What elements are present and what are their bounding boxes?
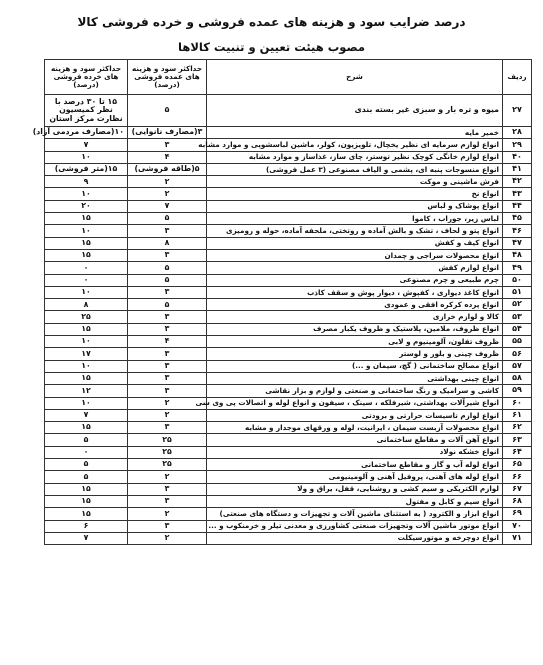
table-row — [45, 200, 532, 212]
row-number: ۷۱ — [503, 532, 532, 544]
row-description: انواع چینی بهداشتی — [207, 372, 503, 384]
row-retail: ۱۰ — [45, 286, 128, 298]
row-wholesale: ۲ — [128, 176, 207, 188]
table-row — [45, 213, 532, 225]
row-description: انواع لوازم خانگی کوچک نظیر توستر، چای ساز، غذاساز و موارد مشابه — [207, 151, 503, 163]
table-row — [45, 188, 532, 200]
table-row — [45, 311, 532, 323]
row-retail: ۲۵ — [45, 311, 128, 323]
row-description: انواع لوازم تاسیسات حرارتی و برودتی — [207, 409, 503, 421]
table-row — [45, 323, 532, 335]
profit-margin-table — [32, 59, 532, 545]
row-wholesale: ۲۵ — [128, 446, 207, 458]
table-row — [45, 520, 532, 532]
row-description: ظروف تفلون، آلومینیوم و لابی — [207, 336, 503, 348]
table-row — [45, 372, 532, 384]
row-wholesale: ۳ — [128, 323, 207, 335]
row-retail: ۵ — [45, 459, 128, 471]
table-row — [45, 495, 532, 507]
row-wholesale: ۳ — [128, 520, 207, 532]
row-retail: ۷ — [45, 139, 128, 151]
row-wholesale: ۵ — [128, 299, 207, 311]
row-number: ۵۶ — [503, 348, 532, 360]
row-number: ۲۷ — [503, 95, 532, 127]
table-row — [45, 274, 532, 286]
row-wholesale: ۵ — [128, 274, 207, 286]
row-description: انواع نخ — [207, 188, 503, 200]
table-row — [45, 163, 532, 175]
table-row — [45, 471, 532, 483]
row-wholesale: ۵(طاقه فروشی) — [128, 163, 207, 175]
row-wholesale: ۲ — [128, 508, 207, 520]
row-retail: ۱۵ — [45, 323, 128, 335]
row-description: انواع لوازم سرمایه ای نظیر یخچال، تلویزیون، کولر، ماشین لباسشویی و موارد مشابه — [207, 139, 503, 151]
table-row — [45, 176, 532, 188]
table-row — [45, 483, 532, 495]
row-number: ۴۰ — [503, 151, 532, 163]
row-number: ۶۹ — [503, 508, 532, 520]
row-wholesale: ۳ — [128, 422, 207, 434]
page-title: درصد ضرایب سود و هزینه های عمده فروشی و خرده فروشی کالا — [77, 15, 466, 29]
row-retail: ۱۵ تا ۳۰ درصد با نظر کمیسیون نظارت مرکز استان — [45, 95, 128, 127]
table-row — [45, 348, 532, 360]
row-retail: ۱۵ — [45, 372, 128, 384]
header-description: شرح — [207, 60, 503, 95]
row-description: انواع کاغذ دیواری ، کفپوش ، دیوار پوش و سقف کاذب — [207, 286, 503, 298]
row-retail: ۱۰ — [45, 397, 128, 409]
row-number: ۴۱ — [503, 163, 532, 175]
row-number: ۵۰ — [503, 274, 532, 286]
table-row — [45, 422, 532, 434]
table-row — [45, 225, 532, 237]
row-description: انواع محصولات آزبست سیمان ، ایرانیت، لوله و ورقهای موجدار و مشابه — [207, 422, 503, 434]
row-description: انواع لوله های آهنی، پروفیل آهنی و آلومینیومی — [207, 471, 503, 483]
row-wholesale: ۳ — [128, 360, 207, 372]
row-number: ۶۵ — [503, 459, 532, 471]
row-number: ۴۸ — [503, 249, 532, 261]
row-wholesale: ۲۵ — [128, 459, 207, 471]
row-retail: ۱۰ — [45, 188, 128, 200]
row-description: فرش ماشینی و موکت — [207, 176, 503, 188]
row-retail: ۱۵ — [45, 483, 128, 495]
row-retail: ۱۵ — [45, 422, 128, 434]
row-number: ۵۲ — [503, 299, 532, 311]
row-retail: ۱۰ — [45, 360, 128, 372]
row-retail: ۱۵ — [45, 508, 128, 520]
row-description: کاشی و سرامیک و رنگ ساختمانی و صنعتی و لوازم و بزار نقاشی — [207, 385, 503, 397]
row-wholesale: ۳ — [128, 249, 207, 261]
row-wholesale: ۳ — [128, 385, 207, 397]
row-number: ۵۸ — [503, 372, 532, 384]
row-number: ۶۴ — [503, 446, 532, 458]
table-row — [45, 508, 532, 520]
row-retail: ۰ — [45, 262, 128, 274]
page-subtitle: مصوب هیئت تعیین و تنبیت کالاها — [178, 40, 365, 54]
table-row — [45, 95, 532, 127]
row-wholesale: ۳(مصارف نانوایی) — [128, 127, 207, 139]
row-retail: ۱۵ — [45, 495, 128, 507]
row-wholesale: ۳ — [128, 483, 207, 495]
row-retail: ۸ — [45, 299, 128, 311]
row-retail: ۹ — [45, 176, 128, 188]
table-body — [32, 95, 532, 545]
row-description: انواع پوشاک و لباس — [207, 200, 503, 212]
row-number: ۶۸ — [503, 495, 532, 507]
row-wholesale: ۲ — [128, 471, 207, 483]
table-row — [45, 397, 532, 409]
row-retail: ۵ — [45, 434, 128, 446]
row-wholesale: ۲۵ — [128, 434, 207, 446]
row-wholesale: ۲ — [128, 188, 207, 200]
row-wholesale: ۴ — [128, 336, 207, 348]
row-number: ۴۵ — [503, 213, 532, 225]
row-wholesale: ۲ — [128, 397, 207, 409]
row-retail: ۰ — [45, 274, 128, 286]
row-description: انواع موتور ماشین آلات وتجهیزات صنعتی کشاورزی و معدنی تیلر و خرمنکوب و ... — [207, 520, 503, 532]
row-description: انواع آهن آلات و مقاطع ساختمانی — [207, 434, 503, 446]
row-wholesale: ۷ — [128, 200, 207, 212]
row-wholesale: ۳ — [128, 225, 207, 237]
row-wholesale: ۳ — [128, 311, 207, 323]
row-wholesale: ۸ — [128, 237, 207, 249]
table-row — [45, 286, 532, 298]
header-row-number: ردیف — [503, 60, 532, 95]
row-wholesale: ۵ — [128, 213, 207, 225]
row-number: ۵۹ — [503, 385, 532, 397]
row-number: ۵۷ — [503, 360, 532, 372]
table-row — [45, 151, 532, 163]
row-number: ۶۲ — [503, 422, 532, 434]
row-description: انواع ظروف، ملامین، پلاستیک و ظروف یکبار مصرف — [207, 323, 503, 335]
row-retail: ۷ — [45, 532, 128, 544]
table-row — [45, 385, 532, 397]
row-retail: ۲۰ — [45, 200, 128, 212]
row-description: انواع سیم و کابل و مفتول — [207, 495, 503, 507]
table-row — [45, 262, 532, 274]
row-number: ۶۶ — [503, 471, 532, 483]
row-number: ۵۱ — [503, 286, 532, 298]
row-number: ۵۵ — [503, 336, 532, 348]
row-number: ۶۳ — [503, 434, 532, 446]
row-retail: ۶ — [45, 520, 128, 532]
row-retail: ۵ — [45, 471, 128, 483]
row-retail: ۱۷ — [45, 348, 128, 360]
row-number: ۲۸ — [503, 127, 532, 139]
row-description: میوه و تره بار و سبزی غیر بسته بندی — [207, 95, 503, 127]
row-number: ۴۶ — [503, 225, 532, 237]
row-retail: ۱۰ — [45, 336, 128, 348]
row-number: ۶۷ — [503, 483, 532, 495]
row-wholesale: ۵ — [128, 262, 207, 274]
row-retail: ۱۵(متر فروشی) — [45, 163, 128, 175]
table-row — [45, 434, 532, 446]
row-retail: ۱۵ — [45, 213, 128, 225]
row-retail: ۰ — [45, 446, 128, 458]
row-description: چرم طبیعی و چرم مصنوعی — [207, 274, 503, 286]
table-row — [45, 360, 532, 372]
table-row — [45, 299, 532, 311]
table-header-row — [45, 60, 532, 95]
row-description: انواع مصالح ساختمانی ( گچ، سیمان و ...) — [207, 360, 503, 372]
row-number: ۷۰ — [503, 520, 532, 532]
row-number: ۶۱ — [503, 409, 532, 421]
row-retail: ۱۰ — [45, 151, 128, 163]
row-description: انواع خشکه نولاد — [207, 446, 503, 458]
row-description: ظروف چینی و بلور و لوستر — [207, 348, 503, 360]
row-description: انواع پتو و لحاف ، تشک و بالش آماده و روتختی، ملحفه آماده، حوله و روميزی — [207, 225, 503, 237]
row-number: ۵۳ — [503, 311, 532, 323]
row-description: انواع پرده کرکره افقی و عمودی — [207, 299, 503, 311]
row-description: لوازم الکتریکی و سیم کشی و روشنایی، قفل، یراق و ولا — [207, 483, 503, 495]
header-wholesale: حداکثر سود و هزینه های عمده فروشی (درصد) — [128, 60, 207, 95]
row-retail: ۱۰(مصارف مردمی آزاد) — [45, 127, 128, 139]
row-retail: ۱۰ — [45, 225, 128, 237]
row-description: انواع منسوجات پنبه ای، پشمی و الیاف مصنوعی (۳ عمل فروشی) — [207, 163, 503, 175]
row-wholesale: ۳ — [128, 286, 207, 298]
row-description: خمیر مایه — [207, 127, 503, 139]
row-number: ۴۴ — [503, 200, 532, 212]
row-wholesale: ۳ — [128, 139, 207, 151]
row-number: ۴۹ — [503, 262, 532, 274]
row-wholesale: ۳ — [128, 495, 207, 507]
row-number: ۲۹ — [503, 139, 532, 151]
row-wholesale: ۵ — [128, 95, 207, 127]
row-number: ۵۴ — [503, 323, 532, 335]
row-wholesale: ۳ — [128, 348, 207, 360]
row-description: کالا و لوازم خرازی — [207, 311, 503, 323]
table-row — [45, 409, 532, 421]
row-description: انواع شیرآلات بهداشتی، شیرفلکه ، سینک ، سیفون و انواع لوله و اتصالات پی وی سی — [207, 397, 503, 409]
table-row — [45, 127, 532, 139]
row-description: انواع لوازم کفش — [207, 262, 503, 274]
row-retail: ۱۲ — [45, 385, 128, 397]
table-row — [45, 249, 532, 261]
row-wholesale: ۴ — [128, 151, 207, 163]
table-row — [45, 459, 532, 471]
table-row — [45, 532, 532, 544]
row-retail: ۷ — [45, 409, 128, 421]
row-wholesale: ۳ — [128, 372, 207, 384]
table-row — [45, 139, 532, 151]
row-number: ۴۲ — [503, 176, 532, 188]
row-description: انواع دوچرخه و موتورسیکلت — [207, 532, 503, 544]
table-row — [45, 446, 532, 458]
row-description: انواع ابزار و الکترود ( به استثنای ماشین آلات و تجهیزات و دستگاه های صنعتی) — [207, 508, 503, 520]
row-description: انواع لوله آب و گاز و مقاطع ساختمانی — [207, 459, 503, 471]
row-wholesale: ۲ — [128, 532, 207, 544]
row-description: لباس زیر، جوراب ، کاموا — [207, 213, 503, 225]
row-number: ۶۰ — [503, 397, 532, 409]
row-retail: ۱۵ — [45, 249, 128, 261]
row-number: ۴۷ — [503, 237, 532, 249]
row-wholesale: ۲ — [128, 409, 207, 421]
table-row — [45, 237, 532, 249]
row-retail: ۱۵ — [45, 237, 128, 249]
row-description: انواع محصولات سراجی و چمدان — [207, 249, 503, 261]
row-number: ۴۳ — [503, 188, 532, 200]
table-row — [45, 336, 532, 348]
row-description: انواع کیف و کفش — [207, 237, 503, 249]
header-retail: حداکثر سود و هزینه های خرده فروشی (درصد) — [45, 60, 128, 95]
